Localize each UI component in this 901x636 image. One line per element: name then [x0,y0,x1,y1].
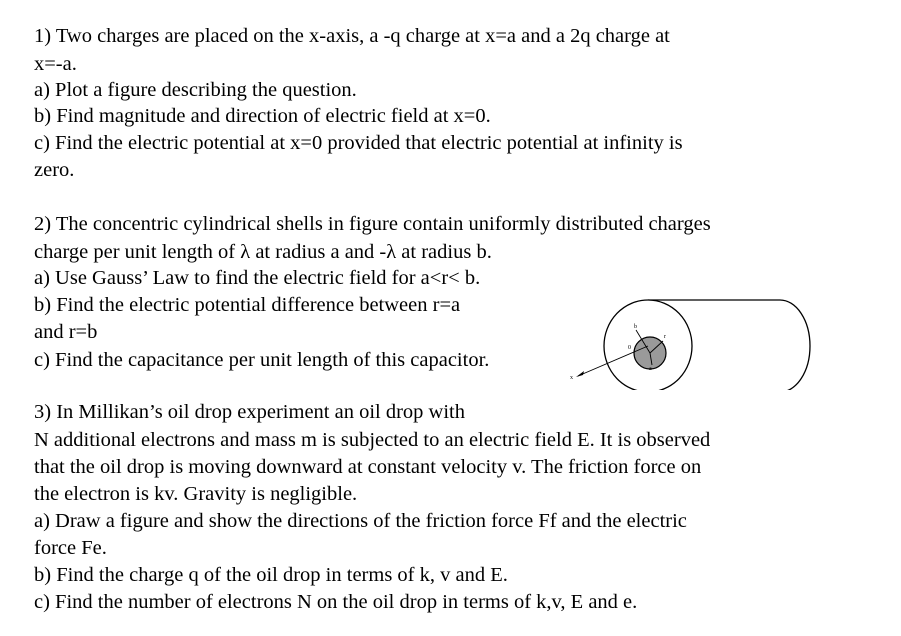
q1-line: x=-a. [34,53,77,75]
label-x: x [570,375,573,381]
q2-line: and r=b [34,321,98,343]
q3-line: that the oil drop is moving downward at constant velocity v. The friction force on [34,456,702,478]
label-b: b [634,324,637,330]
q3-line: a) Draw a figure and show the directions of the friction force Ff and the electric [34,510,687,532]
label-origin: 0 [628,345,631,351]
q2-line: c) Find the capacitance per unit length of this capacitor. [34,349,490,371]
q2-line: a) Use Gauss’ Law to find the electric field for a<r< b. [34,267,481,289]
q2-line: charge per unit length of λ at radius a and -λ at radius b. [34,241,492,263]
x-axis-arrowhead [576,371,584,377]
q2-line: b) Find the electric potential difference between r=a [34,294,461,316]
label-r: r [664,334,666,340]
q3-line: b) Find the charge q of the oil drop in terms of k, v and E. [34,564,508,586]
q1-line: b) Find magnitude and direction of electric field at x=0. [34,105,491,127]
q3-line: N additional electrons and mass m is subjected to an electric field E. It is observed [34,429,711,451]
q1-line: c) Find the electric potential at x=0 provided that electric potential at infinity is [34,132,683,154]
q3-line: c) Find the number of electrons N on the oil drop in terms of k,v, E and e. [34,591,638,613]
cylinder-figure [560,290,820,390]
q3-line: force Fe. [34,537,107,559]
q1-line: 1) Two charges are placed on the x-axis, a -q charge at x=a and a 2q charge at [34,25,670,47]
label-a: a [649,366,652,372]
q1-line: a) Plot a figure describing the question. [34,79,357,101]
q3-line: 3) In Millikan’s oil drop experiment an oil drop with [34,401,466,423]
q1-line: zero. [34,159,75,181]
q2-line: 2) The concentric cylindrical shells in figure contain uniformly distributed charges [34,213,711,235]
q3-line: the electron is kv. Gravity is negligible. [34,483,358,505]
